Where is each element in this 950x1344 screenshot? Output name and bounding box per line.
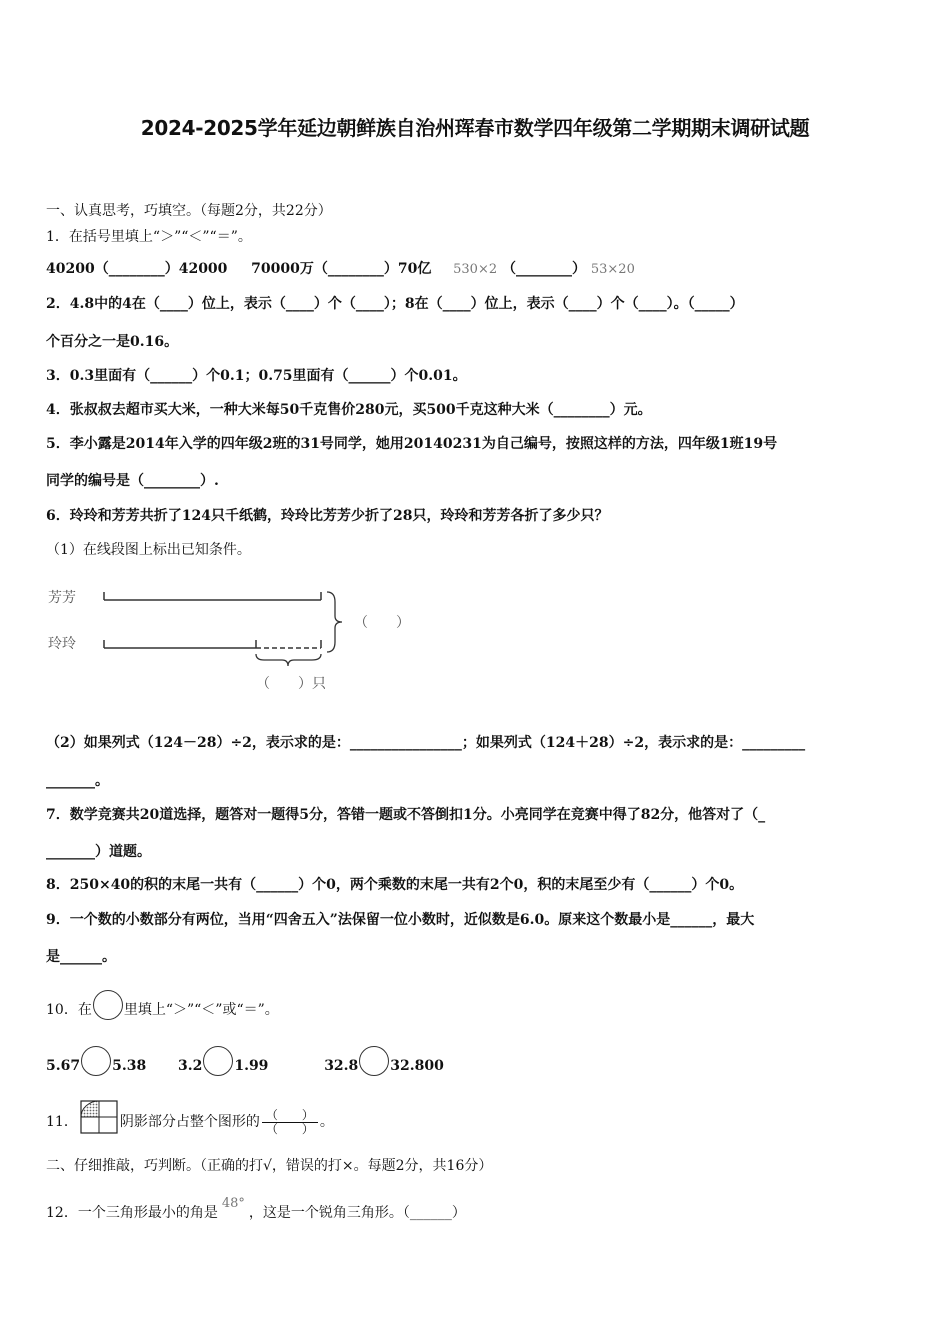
diagram-label-lingling: 玲玲 <box>48 636 76 652</box>
q10-pair1-left: 5.67 <box>46 1058 81 1074</box>
q12-line <box>46 1195 466 1222</box>
q1-item-a: 40200（________）42000 <box>46 261 228 277</box>
difference-blank: （ ）只 <box>256 676 326 692</box>
q10-pair3-right: 32.800 <box>390 1058 444 1074</box>
q1-blank-c: （________） <box>501 261 586 277</box>
q8-text: 8．250×40的积的末尾一共有（______）个0，两个乘数的末尾一共有2个0，积的末尾至少有（______）个0。 <box>46 877 744 893</box>
shaded-square-figure <box>80 1100 118 1134</box>
q1-items <box>46 260 635 279</box>
q11-frac-den: （ ） <box>265 1121 314 1136</box>
q10-pair3-left: 32.8 <box>324 1058 359 1074</box>
q5-line1: 5．李小露是2014年入学的四年级2班的31号同学，她用20140231为自己编号，按照这样的方法，四年级1班19号 <box>46 436 778 452</box>
q10-pair1-right: 5.38 <box>112 1058 147 1074</box>
q1-stem: 1．在括号里填上“＞”“＜”“＝”。 <box>46 229 252 245</box>
q2-line1: 2．4.8中的4在（____）位上，表示（____）个（____）；8在（____）位上，表示（____）个（____）。（_____） <box>46 296 744 312</box>
q10-pair3-circle[interactable] <box>359 1046 389 1076</box>
q5-line2: 同学的编号是（________）. <box>46 473 219 489</box>
q7-line1: 7．数学竞赛共20道选择，题答对一题得5分，答错一题或不答倒扣1分。小亮同学在竞赛中得了82分，他答对了（_ <box>46 807 766 823</box>
q10-pair2-right: 1.99 <box>234 1058 269 1074</box>
q4-text: 4．张叔叔去超市买大米，一种大米每50千克售价280元，买500千克这种大米（________）元。 <box>46 402 652 418</box>
q1-expr1: 530×2 <box>453 262 498 277</box>
q9-line2: 是______。 <box>46 949 116 965</box>
section2-header: 二、仔细推敲，巧判断。（正确的打√，错误的打×。每题2分，共16分） <box>46 1158 493 1174</box>
segment-diagram <box>44 578 444 698</box>
total-blank: （ ） <box>354 615 410 631</box>
q7-line2: _______）道题。 <box>46 844 151 860</box>
q10-stem <box>46 990 279 1024</box>
q11-prefix: 11． <box>46 1114 78 1130</box>
q11-fraction <box>262 1109 318 1136</box>
q10-prefix: 10．在 <box>46 1002 92 1018</box>
q10-pair1-circle[interactable] <box>81 1046 111 1076</box>
q2-line2: 个百分之一是0.16。 <box>46 334 179 350</box>
q6-part2-line1: （2）如果列式（124－28）÷2，表示求的是：________________；如果列式（124＋28）÷2，表示求的是：_________ <box>46 735 806 751</box>
q3-text: 3．0.3里面有（______）个0.1；0.75里面有（______）个0.01。 <box>46 368 467 384</box>
difference-brace <box>256 654 321 666</box>
compare-circle-icon <box>93 990 123 1020</box>
q10-pair2-circle[interactable] <box>203 1046 233 1076</box>
q1-item-b: 70000万（________）70亿 <box>251 261 432 277</box>
q10-suffix: 里填上“＞”“＜”或“＝”。 <box>123 1002 279 1018</box>
q11-line <box>46 1100 334 1140</box>
q11-text: 阴影部分占整个图形的 <box>119 1114 260 1130</box>
q12-suffix: ，这是一个锐角三角形。（______） <box>248 1205 466 1221</box>
q1-expr2: 53×20 <box>590 262 635 277</box>
q9-line1: 9．一个数的小数部分有两位，当用“四舍五入”法保留一位小数时，近似数是6.0。原来这个数最小是______，最大 <box>46 912 755 928</box>
q12-prefix: 12．一个三角形最小的角是 <box>46 1205 218 1221</box>
q11-end: 。 <box>319 1114 334 1130</box>
q10-pairs <box>46 1046 444 1080</box>
q6-part2-line2: _______。 <box>46 773 109 789</box>
q12-angle: 48° <box>221 1196 245 1211</box>
diagram-label-fangfang: 芳芳 <box>48 590 76 606</box>
section1-header: 一、认真思考，巧填空。（每题2分，共22分） <box>46 203 332 219</box>
page-title: 2024-2025学年延边朝鲜族自治州珲春市数学四年级第二学期期末调研试题 <box>140 116 810 140</box>
total-brace <box>327 592 342 652</box>
q6-stem: 6．玲玲和芳芳共折了124只千纸鹤，玲玲比芳芳少折了28只，玲玲和芳芳各折了多少只？ <box>46 508 609 524</box>
q10-pair2-left: 3.2 <box>177 1058 203 1074</box>
q11-frac-num: （ ） <box>262 1109 318 1123</box>
q6-part1: （1）在线段图上标出已知条件。 <box>46 542 251 558</box>
